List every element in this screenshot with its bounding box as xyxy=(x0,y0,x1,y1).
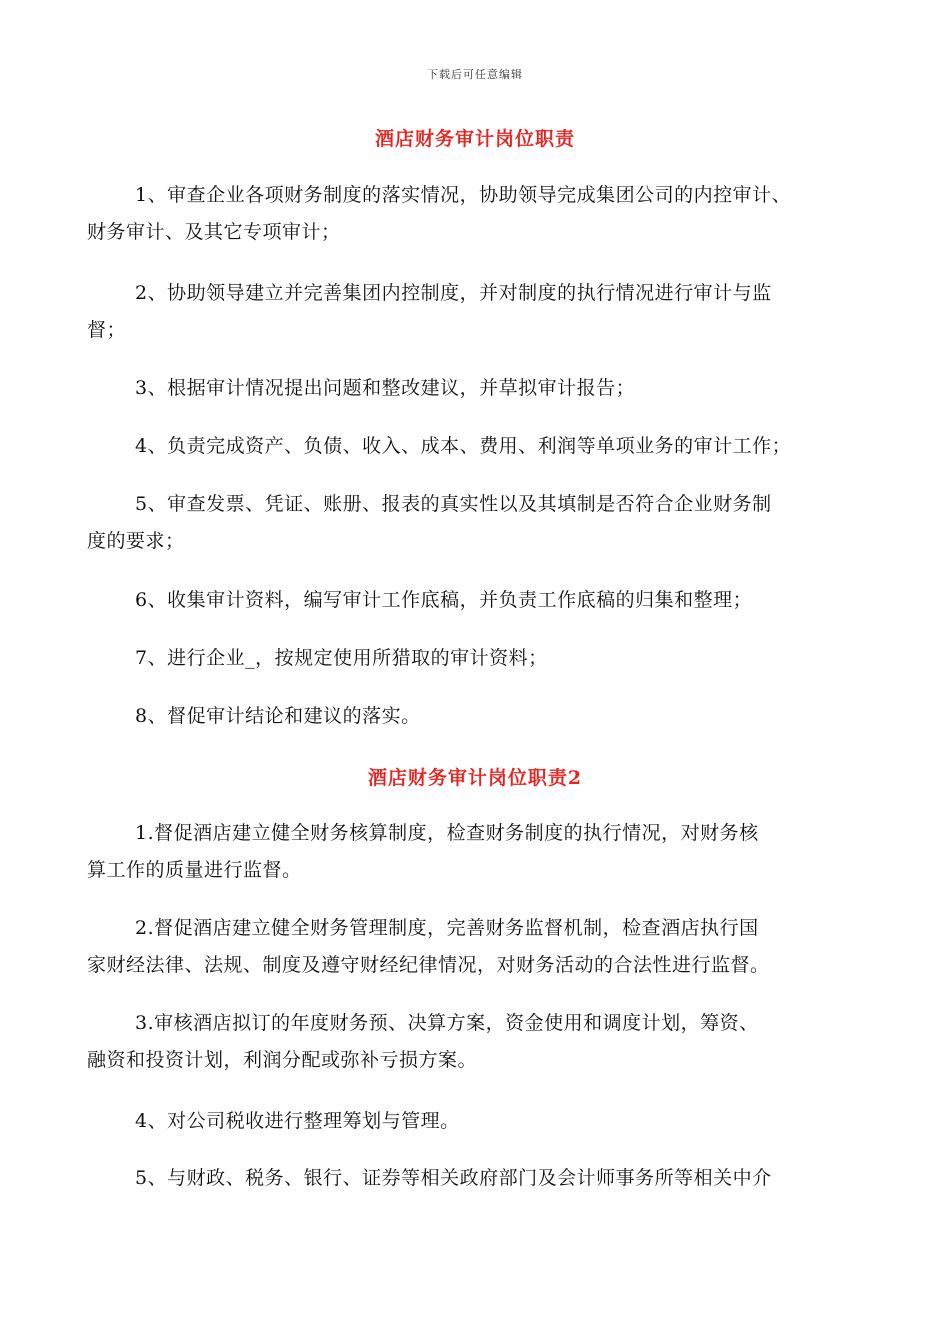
section1-item-8-line-1: 8、督促审计结论和建议的落实。 xyxy=(135,705,421,727)
section2-item-3-line-1: 3.审核酒店拟订的年度财务预、决算方案，资金使用和调度计划，筹资、 xyxy=(135,1012,759,1034)
section1-item-5-line-2: 度的要求； xyxy=(87,530,185,552)
section2-title: 酒店财务审计岗位职责2 xyxy=(367,767,583,789)
section2-item-2 xyxy=(87,910,877,984)
section2-item-5 xyxy=(87,1160,877,1197)
header-note: 下载后可任意编辑 xyxy=(427,68,523,81)
section1-item-7 xyxy=(87,640,877,677)
section1-item-2-line-2: 督； xyxy=(87,319,127,341)
section1-item-1 xyxy=(87,177,877,251)
section2-item-4-line-1: 4、对公司税收进行整理筹划与管理。 xyxy=(135,1110,460,1132)
section1-item-6-line-1: 6、收集审计资料，编写审计工作底稿，并负责工作底稿的归集和整理； xyxy=(135,589,753,611)
section1-item-1-line-1: 1、审查企业各项财务制度的落实情况，协助领导完成集团公司的内控审计、 xyxy=(135,184,792,206)
section1-item-4-line-1: 4、负责完成资产、负债、收入、成本、费用、利润等单项业务的审计工作； xyxy=(135,435,792,457)
section2-item-2-line-2: 家财经法律、法规、制度及遵守财经纪律情况，对财务活动的合法性进行监督。 xyxy=(87,954,770,976)
section2-item-2-line-1: 2.督促酒店建立健全财务管理制度，完善财务监督机制，检查酒店执行国 xyxy=(135,917,759,939)
section1-title: 酒店财务审计岗位职责 xyxy=(374,128,575,150)
section1-item-8 xyxy=(87,698,877,735)
section1-item-5 xyxy=(87,486,877,560)
section1-item-2 xyxy=(87,275,877,349)
section2-item-4 xyxy=(87,1103,877,1140)
section2-item-5-line-1: 5、与财政、税务、银行、证券等相关政府部门及会计师事务所等相关中介 xyxy=(135,1167,772,1189)
section2-item-3-line-2: 融资和投资计划，利润分配或弥补亏损方案。 xyxy=(87,1049,478,1071)
section1-item-3-line-1: 3、根据审计情况提出问题和整改建议，并草拟审计报告； xyxy=(135,377,636,399)
section1-item-7-line-1: 7、进行企业_，按规定使用所猎取的审计资料； xyxy=(135,647,548,669)
section2-item-1-line-2: 算工作的质量进行监督。 xyxy=(87,859,302,881)
section2-item-3 xyxy=(87,1005,877,1079)
section1-item-4 xyxy=(87,428,877,465)
section1-item-2-line-1: 2、协助领导建立并完善集团内控制度，并对制度的执行情况进行审计与监 xyxy=(135,282,772,304)
section1-item-6 xyxy=(87,582,877,619)
section1-item-3 xyxy=(87,370,877,407)
section2-item-1-line-1: 1.督促酒店建立健全财务核算制度，检查财务制度的执行情况，对财务核 xyxy=(135,822,759,844)
section2-item-1 xyxy=(87,815,877,889)
section1-item-5-line-1: 5、审查发票、凭证、账册、报表的真实性以及其填制是否符合企业财务制 xyxy=(135,493,772,515)
section1-item-1-line-2: 财务审计、及其它专项审计； xyxy=(87,221,341,243)
